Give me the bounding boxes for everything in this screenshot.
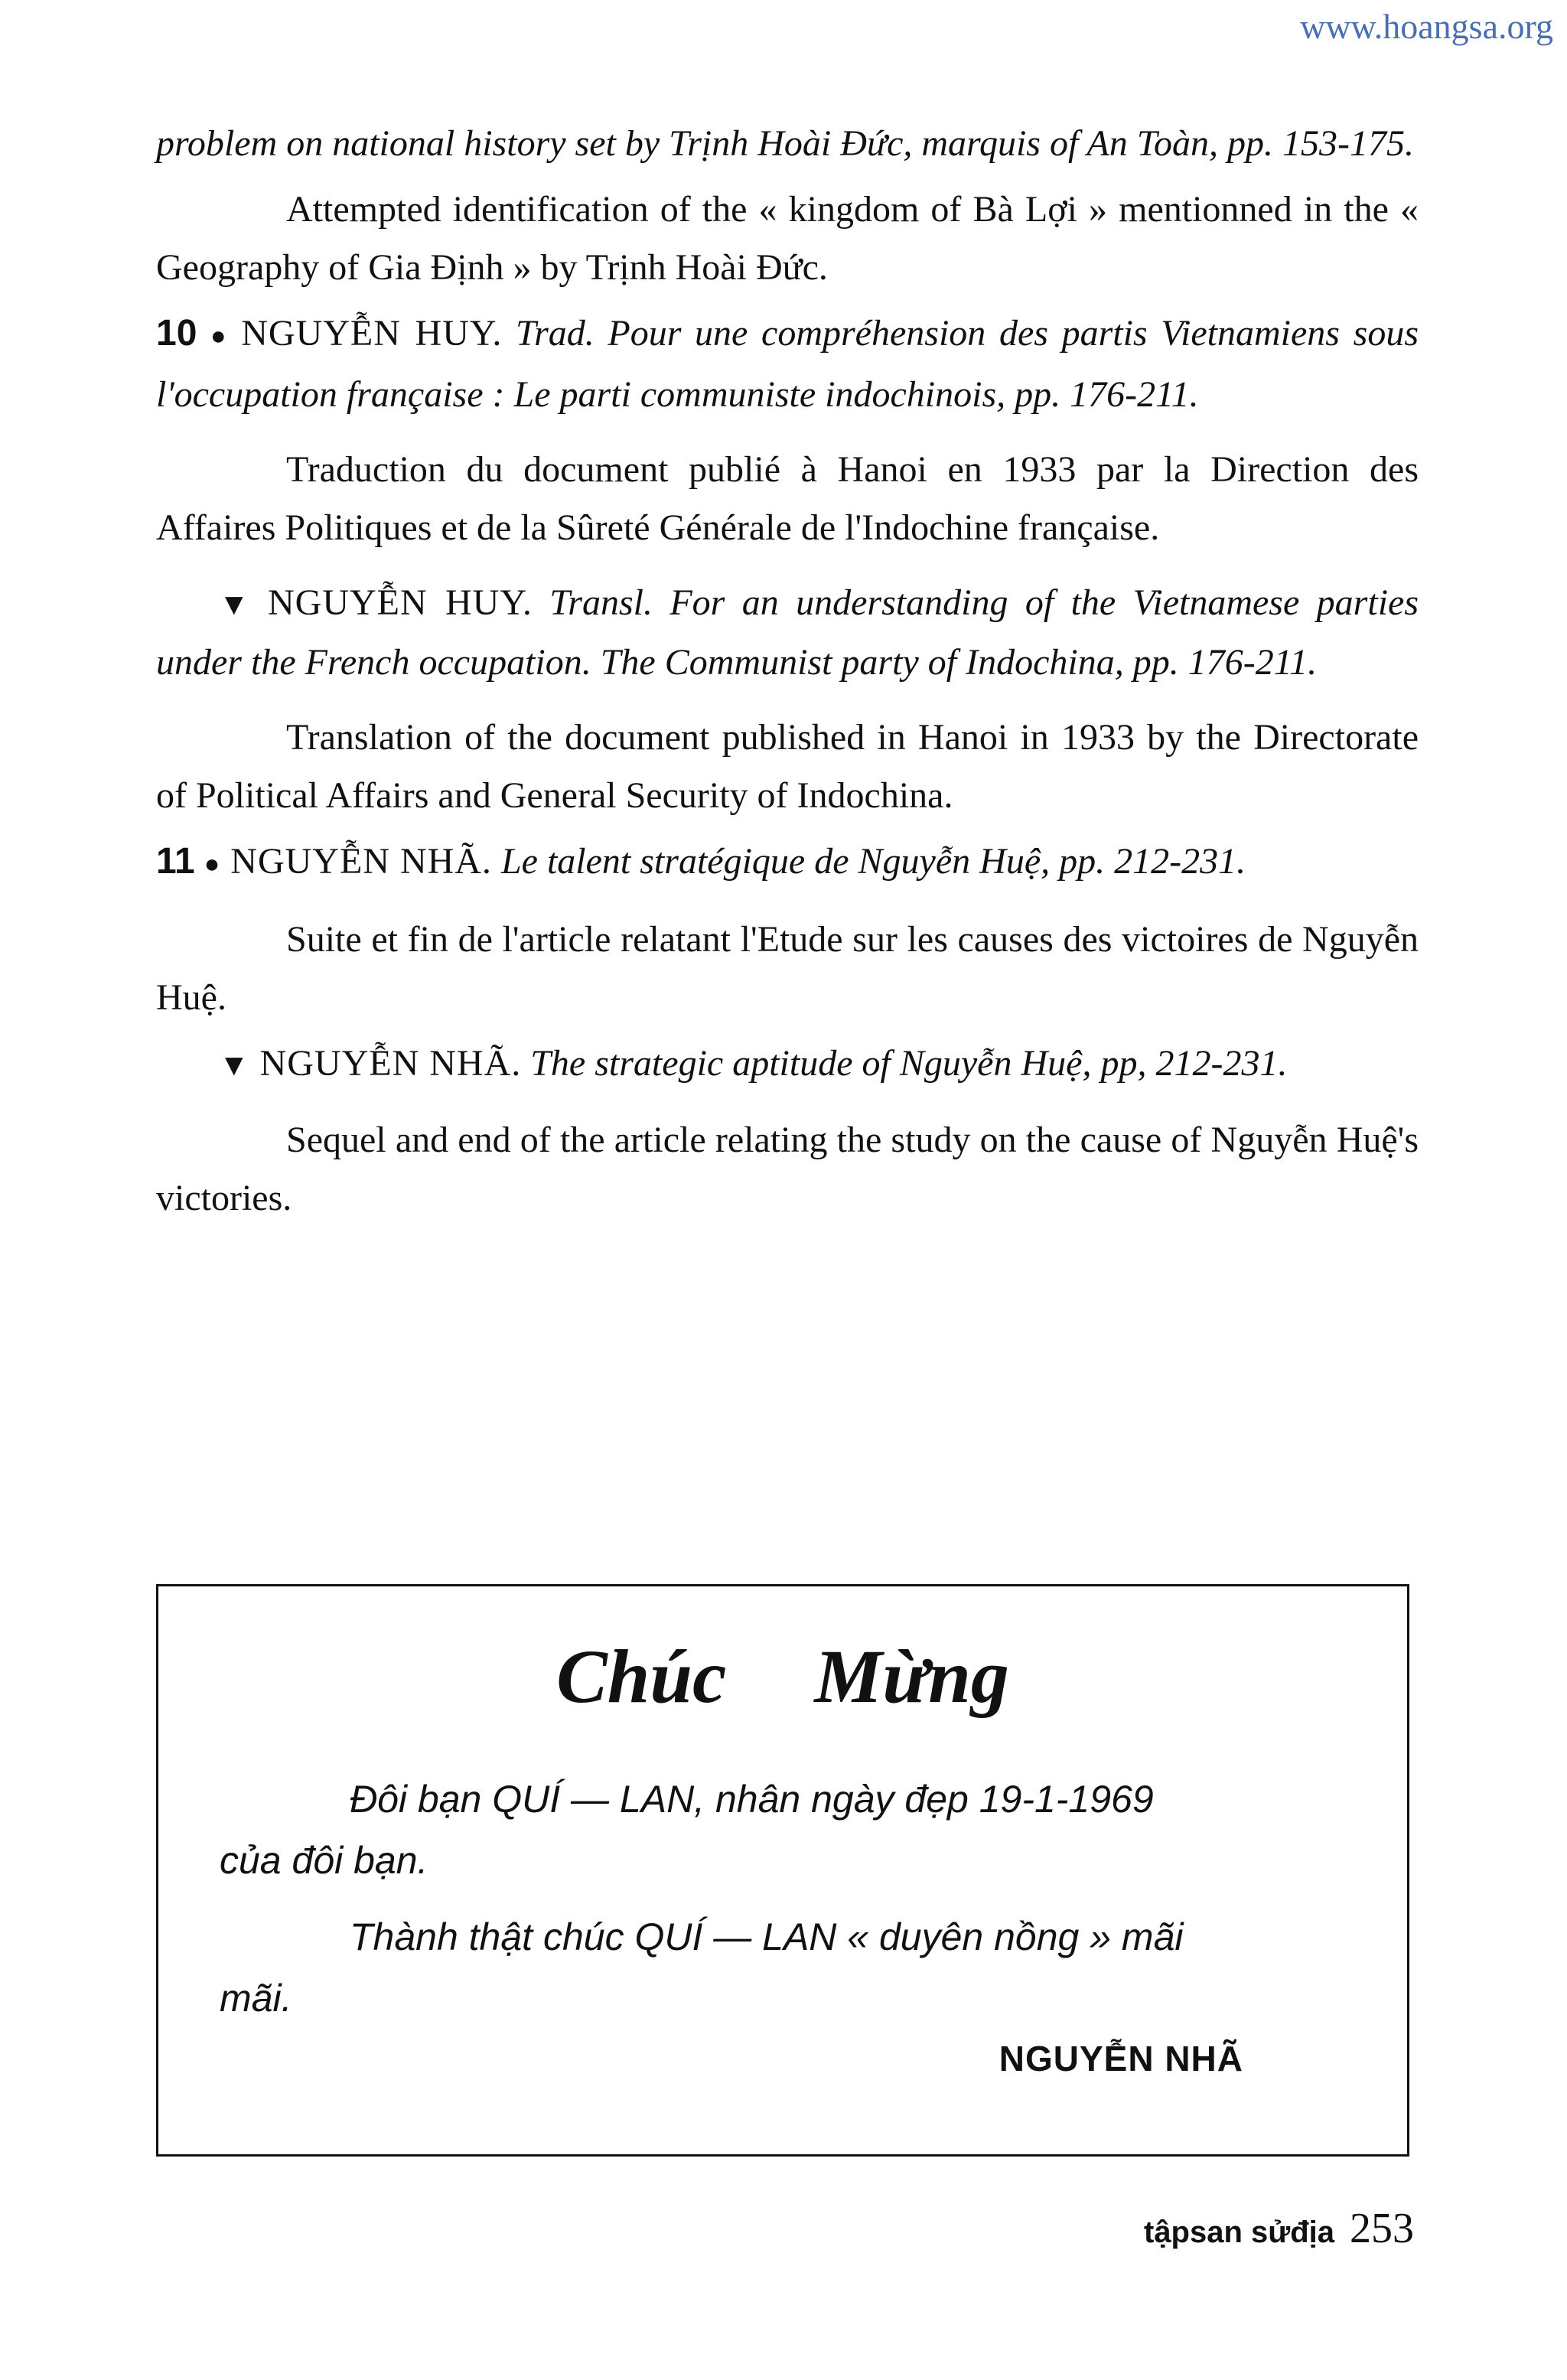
- triangle-icon: ▼: [219, 1047, 249, 1082]
- watermark-url: www.hoangsa.org: [1300, 7, 1553, 46]
- page-number: 253: [1350, 2205, 1414, 2252]
- greeting-line-4: mãi.: [220, 1977, 292, 2020]
- entry-9-summary: Attempted identification of the « kingdom of Bà Lợi » mentionned in the « Geography of Gia Định » by Trịnh Hoài Đức.: [156, 189, 1419, 288]
- entry-11-summary: Suite et fin de l'article relatant l'Etude sur les causes des victoires de Nguyễn Huệ.: [156, 918, 1419, 1018]
- entry-10-heading: [156, 305, 1419, 424]
- greeting-line-2: của đôi bạn.: [220, 1839, 428, 1882]
- entry-author: NGUYỄN HUY.: [267, 582, 533, 623]
- page-footer: [1144, 2204, 1414, 2253]
- entry-title: Trad. Pour une compréhension des partis Vietnamiens sous l'occupation française : Le parti communiste indochinois, pp. 176-211.: [156, 313, 1419, 415]
- entry-author: NGUYỄN HUY.: [241, 313, 503, 354]
- entry-10-summary: Traduction du document publié à Hanoi en 1933 par la Direction des Affaires Politiques et de la Sûreté Générale de l'Indochine française.: [156, 448, 1419, 548]
- greeting-line-3: Thành thật chúc QUÍ — LAN « duyên nồng » mãi: [350, 1915, 1184, 1958]
- entry-number: 10: [156, 313, 197, 354]
- entry-title: Le talent stratégique de Nguyễn Huệ, pp. 212-231.: [500, 840, 1246, 882]
- entry-11-heading: [156, 833, 1419, 894]
- entry-title: The strategic aptitude of Nguyễn Huệ, pp, 212-231.: [530, 1042, 1288, 1084]
- entry-author: NGUYỄN NHÃ.: [259, 1042, 522, 1084]
- entry-11-english-summary: Sequel and end of the article relating the study on the cause of Nguyễn Huệ's victories.: [156, 1119, 1419, 1218]
- publication-name: tậpsan sửđịa: [1143, 2215, 1334, 2249]
- greeting-box: [156, 1584, 1409, 2157]
- entry-title: Transl. For an understanding of the Vietnamese parties under the French occupation. The Communist party of Indochina, pp. 176-211.: [156, 582, 1419, 683]
- page-body: [156, 115, 1419, 1227]
- entry-9-title-continuation: problem on national history set by Trịnh Hoài Đức, marquis of An Toàn, pp. 153-175.: [156, 123, 1415, 164]
- triangle-icon: ▼: [219, 586, 257, 621]
- entry-10-english-summary: Translation of the document published in Hanoi in 1933 by the Directorate of Political Affairs and General Security of Indochina.: [156, 716, 1419, 816]
- entry-10-english-heading: [156, 574, 1419, 692]
- entry-author: NGUYỄN NHÃ.: [230, 840, 492, 882]
- bullet-icon: ●: [204, 849, 220, 879]
- entry-number: 11: [156, 840, 195, 882]
- greeting-title: Chúc Mừng: [556, 1634, 1009, 1719]
- bullet-icon: ●: [206, 321, 231, 350]
- entry-11-english-heading: [156, 1035, 1419, 1094]
- greeting-line-1: Đôi bạn QUÍ — LAN, nhân ngày đẹp 19-1-1969: [350, 1778, 1154, 1821]
- greeting-signature: NGUYỄN NHÃ: [999, 2039, 1243, 2078]
